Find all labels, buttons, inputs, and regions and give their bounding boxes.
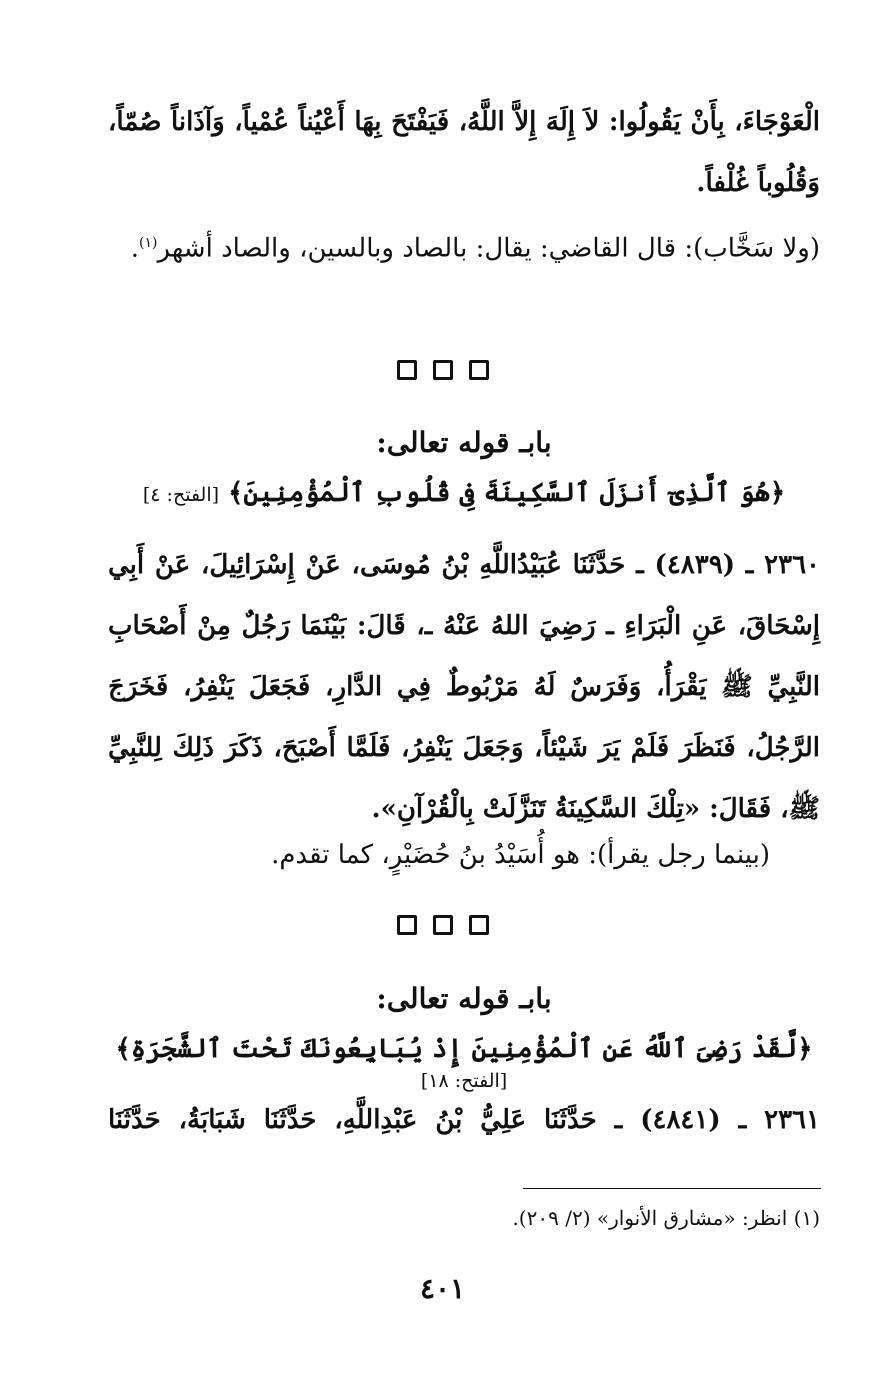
note-text: (بينما رجل يقرأ): هو أُسَيْدُ بنُ حُضَيْرٍ، كما تقدم.: [271, 840, 770, 870]
section-separator: [0, 915, 885, 939]
hadith-paragraph: [108, 535, 820, 840]
square-ornament-icon: [433, 915, 453, 935]
verse-reference: [الفتح: ١٨]: [420, 1070, 508, 1092]
commentary-note: [108, 825, 820, 886]
hadith-text: ٢٣٦١ ـ (٤٨٤١) ـ حَدَّثَنَا عَلِيُّ بْنُ عَبْدِاللَّهِ، حَدَّثَنَا شَبَابَةُ، حَدَّثَنَا: [108, 1105, 820, 1135]
chapter-heading: بابـ قوله تعالى:: [376, 426, 552, 459]
verse-reference: [الفتح: ٤]: [142, 484, 220, 506]
footnote-divider: [523, 1188, 821, 1189]
commentary-end: .: [130, 233, 139, 264]
commentary-paragraph: [108, 213, 820, 280]
paragraph-line: الْعَوْجَاءَ، بِأَنْ يَقُولُوا: لاَ إِلَهَ إِلاَّ اللَّهُ، فَيَفْتَحَ بِهَا أَعْيُناً عُمْياً، وَآذَاناً صُمّاً،: [108, 107, 820, 137]
square-ornament-icon: [469, 915, 489, 935]
verse-text: ﴿هُوَ ٱلَّذِىٓ أَنزَلَ ٱلسَّكِينَةَ فِى قُلُوبِ ٱلْمُؤْمِنِينَ﴾: [228, 478, 786, 508]
page-number: ٤٠١: [419, 1272, 466, 1305]
footnote: (١) انظر: «مشارق الأنوار» (٢/ ٢٠٩).: [512, 1206, 820, 1230]
commentary-body: (ولا سَخَّاب): قال القاضي: يقال: بالصاد وبالسين، والصاد أشهر: [157, 233, 820, 264]
hadith-text: ٢٣٦٠ ـ (٤٨٣٩) ـ حَدَّثَنَا عُبَيْدُاللَّهِ بْنُ مُوسَى، عَنْ إِسْرَائِيلَ، عَنْ أَبِي إِسْحَاقَ، عَنِ الْبَرَاءِ ـ رَضِيَ اللهُ عَنْهُ ـ، قَالَ: بَيْنَمَا رَجُلٌ مِنْ أَصْحَابِ النَّبِيِّ ﷺ يَقْرَأُ، وَفَرَسٌ لَهُ مَرْبُوطٌ فِي الدَّارِ، فَجَعَلَ يَنْفِرُ، فَخَرَجَ الرَّجُلُ، فَنَظَرَ فَلَمْ يَرَ شَيْئاً، وَجَعَلَ يَنْفِرُ، فَلَمَّا أَصْبَحَ، ذَكَرَ ذَلِكَ لِلنَّبِيِّ ﷺ، فَقَالَ: «تِلْكَ السَّكِينَةُ تَنَزَّلَتْ بِالْقُرْآنِ».: [108, 550, 821, 824]
footnote-reference: (١): [139, 235, 158, 251]
square-ornament-icon: [469, 360, 489, 380]
paragraph-continuation: [108, 92, 820, 214]
section-separator: [0, 360, 885, 384]
commentary-text: [108, 213, 820, 280]
verse-text: ﴿لَّقَدْ رَضِىَ ٱللَّهُ عَنِ ٱلْمُؤْمِنِينَ إِذْ يُبَايِعُونَكَ تَحْتَ ٱلشَّجَرَةِ﴾: [115, 1034, 813, 1064]
chapter-heading: بابـ قوله تعالى:: [376, 982, 552, 1015]
paragraph-line: وَقُلُوباً غُلْفاً.: [696, 168, 820, 198]
square-ornament-icon: [397, 915, 417, 935]
square-ornament-icon: [433, 360, 453, 380]
hadith-paragraph: [108, 1090, 820, 1151]
quran-verse: [108, 478, 820, 508]
quran-verse: [108, 1034, 820, 1094]
square-ornament-icon: [397, 360, 417, 380]
